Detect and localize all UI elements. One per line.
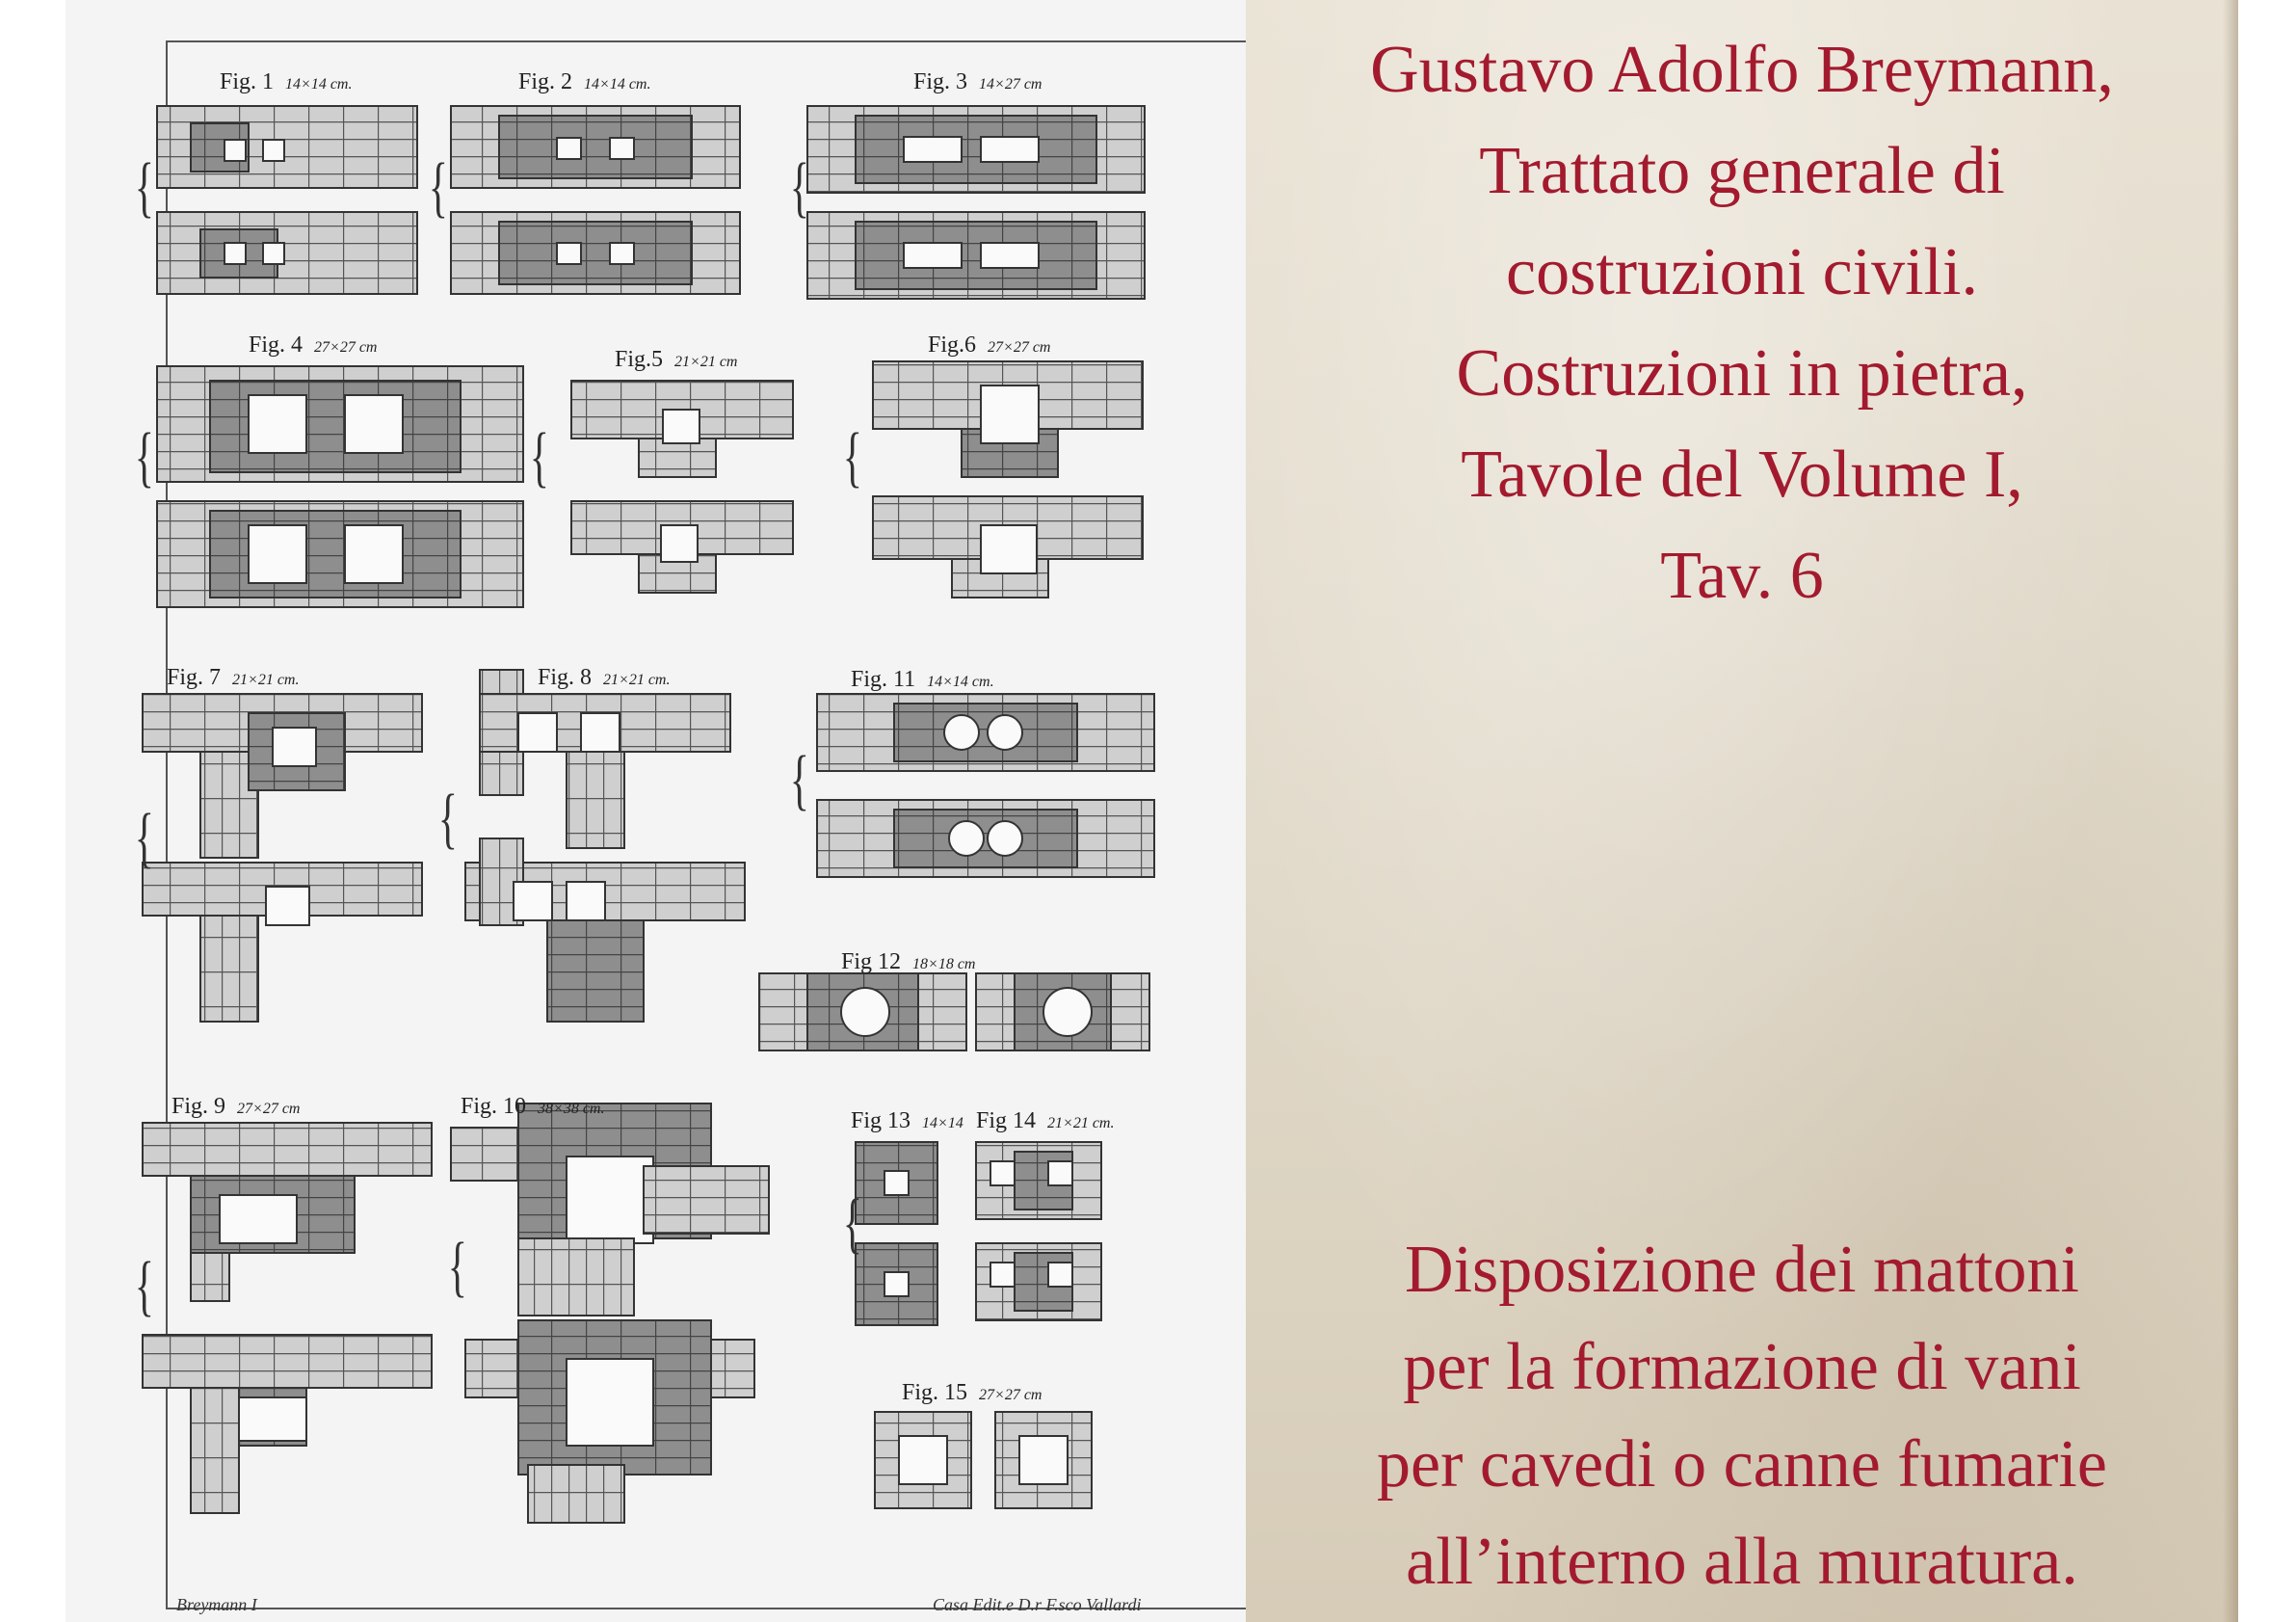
flue-opening xyxy=(990,1161,1015,1185)
plate-footer-right: Casa Edit.e D.r F.sco Vallardi xyxy=(933,1595,1142,1614)
brace: { xyxy=(529,420,549,494)
brace: { xyxy=(134,420,154,494)
flue-opening xyxy=(220,1195,297,1243)
flue-opening xyxy=(981,525,1037,573)
brick-wall xyxy=(191,1388,239,1513)
flue-opening xyxy=(899,1436,947,1484)
brick-wall xyxy=(567,752,624,848)
fig-label: Fig. 9 27×27 cm xyxy=(172,1094,301,1119)
brick-wall xyxy=(499,116,692,178)
brick-wall xyxy=(856,116,1096,183)
flue-opening xyxy=(841,988,889,1036)
flue-opening xyxy=(988,821,1022,856)
brace: { xyxy=(789,743,809,817)
fig-label: Fig 13 14×14 xyxy=(851,1108,963,1133)
brace: { xyxy=(437,782,458,856)
flue-opening xyxy=(944,715,979,750)
flue-opening xyxy=(1048,1263,1072,1287)
brick-wall xyxy=(157,212,417,294)
fig-label: Fig. 10 38×38 cm. xyxy=(461,1094,605,1119)
flue-opening xyxy=(661,525,698,562)
flue-opening xyxy=(266,887,309,925)
title-line: Trattato generale di xyxy=(1479,134,2005,208)
caption-line: Disposizione dei mattoni xyxy=(1405,1233,2079,1307)
flue-opening xyxy=(345,395,403,453)
caption-line: per cavedi o canne fumarie xyxy=(1377,1427,2107,1502)
flue-opening xyxy=(581,713,620,752)
brace: { xyxy=(842,1186,862,1261)
fig-label: Fig. 2 14×14 cm. xyxy=(518,69,651,94)
brick-wall xyxy=(200,916,258,1022)
plate-footer-left: Breymann I xyxy=(176,1595,257,1614)
flue-opening xyxy=(990,1263,1015,1287)
fig-label: Fig. 7 21×21 cm. xyxy=(167,665,300,690)
flue-opening xyxy=(904,137,962,162)
flue-opening xyxy=(249,525,306,583)
flue-opening xyxy=(1019,1436,1068,1484)
description-panel xyxy=(1246,0,2238,1622)
brick-wall xyxy=(143,1335,432,1388)
brace: { xyxy=(428,150,448,225)
flue-opening xyxy=(567,882,605,920)
fig-label: Fig.5 21×21 cm xyxy=(615,347,738,372)
flue-opening xyxy=(224,140,246,161)
flue-opening xyxy=(518,713,557,752)
brick-wall xyxy=(894,704,1077,761)
fig-label: Fig. 3 14×27 cm xyxy=(913,69,1042,94)
flue-opening xyxy=(263,140,284,161)
caption-line: all’interno alla muratura. xyxy=(1406,1525,2078,1599)
fig-label: Fig. 8 21×21 cm. xyxy=(538,665,671,690)
brick-diagram xyxy=(66,0,1246,1622)
flue-opening xyxy=(273,728,316,766)
engraving-plate xyxy=(66,0,1246,1622)
brace: { xyxy=(134,1249,154,1323)
flue-opening xyxy=(567,1157,653,1243)
brace: { xyxy=(447,1230,467,1304)
fig-label: Fig. 15 27×27 cm xyxy=(902,1380,1042,1405)
title-line: Gustavo Adolfo Breymann, xyxy=(1370,33,2114,107)
brick-wall xyxy=(143,1123,432,1176)
fig-label: Fig 12 18×18 cm xyxy=(841,949,976,974)
fig-label: Fig. 11 14×14 cm. xyxy=(851,667,994,692)
flue-opening xyxy=(345,525,403,583)
brick-wall xyxy=(518,1238,634,1316)
flue-opening xyxy=(981,386,1039,443)
title-line: Costruzioni in pietra, xyxy=(1456,336,2028,411)
brace: { xyxy=(134,801,154,875)
brick-wall xyxy=(547,920,644,1022)
brick-wall xyxy=(499,222,692,284)
flue-opening xyxy=(663,410,699,443)
flue-opening xyxy=(610,243,634,264)
flue-opening xyxy=(239,1397,306,1441)
brace: { xyxy=(842,420,862,494)
flue-opening xyxy=(904,243,962,268)
brace: { xyxy=(134,150,154,225)
flue-opening xyxy=(1048,1161,1072,1185)
brick-wall xyxy=(644,1166,769,1234)
brace: { xyxy=(789,150,809,225)
flue-opening xyxy=(224,243,246,264)
flue-opening xyxy=(884,1171,909,1195)
flue-opening xyxy=(610,138,634,159)
page-margin xyxy=(2238,0,2296,1622)
flue-opening xyxy=(988,715,1022,750)
title-line: Tavole del Volume I, xyxy=(1461,438,2023,512)
fig-label: Fig. 4 27×27 cm xyxy=(249,332,378,358)
flue-opening xyxy=(263,243,284,264)
flue-opening xyxy=(981,243,1039,268)
flue-opening xyxy=(557,243,581,264)
brick-wall xyxy=(191,1253,229,1301)
flue-opening xyxy=(557,138,581,159)
brick-wall xyxy=(856,222,1096,289)
brick-wall xyxy=(894,810,1077,867)
flue-opening xyxy=(949,821,984,856)
fig-label: Fig. 1 14×14 cm. xyxy=(220,69,353,94)
flue-opening xyxy=(1043,988,1092,1036)
title-line: costruzioni civili. xyxy=(1506,235,1978,309)
title-line: Tav. 6 xyxy=(1660,539,1824,613)
fig-label: Fig.6 27×27 cm xyxy=(928,332,1051,358)
caption-line: per la formazione di vani xyxy=(1403,1330,2081,1404)
flue-opening xyxy=(514,882,552,920)
flue-opening xyxy=(249,395,306,453)
flue-opening xyxy=(981,137,1039,162)
fig-label: Fig 14 21×21 cm. xyxy=(976,1108,1115,1133)
flue-opening xyxy=(884,1272,909,1296)
flue-opening xyxy=(567,1359,653,1446)
brick-wall xyxy=(528,1465,624,1523)
